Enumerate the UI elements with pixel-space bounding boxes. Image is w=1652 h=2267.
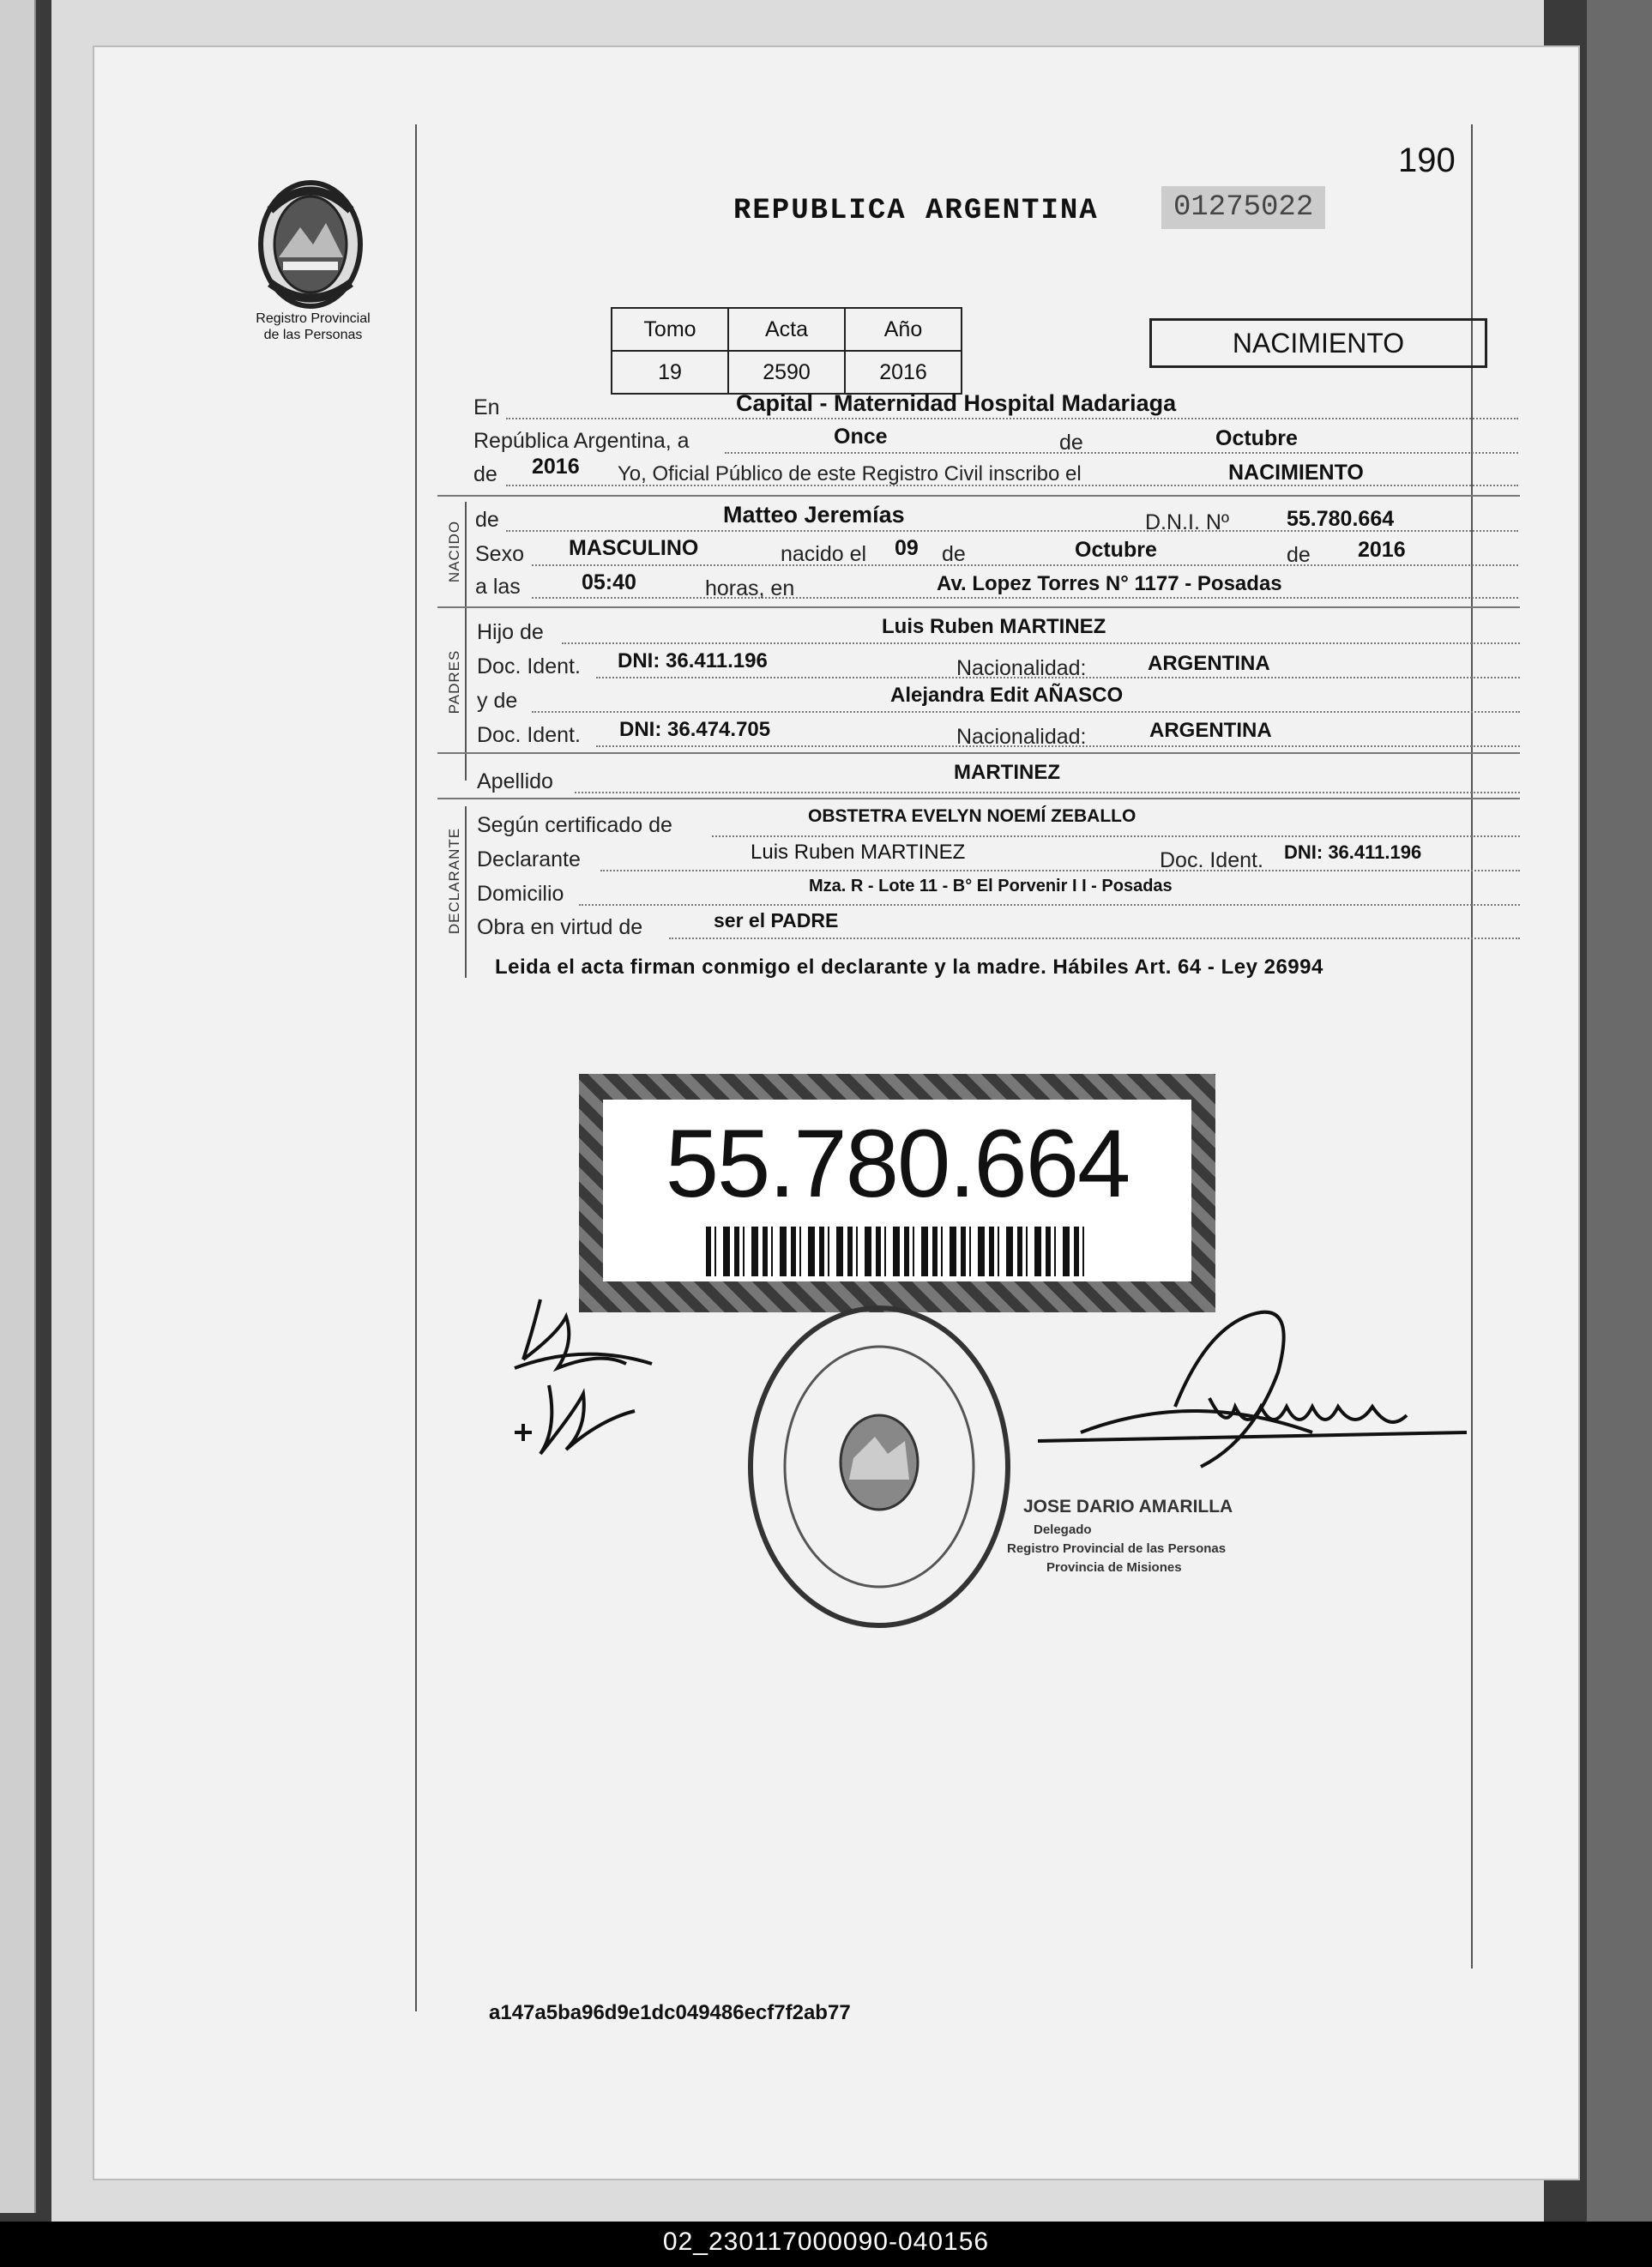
alas-label: a las xyxy=(475,575,521,599)
declarante-side-label: DECLARANTE xyxy=(446,827,462,935)
declarante-value: Luis Ruben MARTINEZ xyxy=(751,841,966,864)
dotted-line xyxy=(532,711,1520,713)
file-caption: 02_230117000090-040156 xyxy=(662,2228,990,2256)
y-de-label: y de xyxy=(477,689,518,713)
document-hash: a147a5ba96d9e1dc049486ecf7f2ab77 xyxy=(489,2001,851,2024)
mother-name-value: Alejandra Edit AÑASCO xyxy=(890,684,1124,707)
declarante-label: Declarante xyxy=(477,847,581,871)
de-label-3: de xyxy=(942,542,966,566)
registry-caption xyxy=(214,311,412,343)
birth-time-value: 05:40 xyxy=(582,570,636,594)
dotted-line xyxy=(532,564,1518,566)
table-value-acta: 2590 xyxy=(728,351,845,394)
barcode-bars xyxy=(706,1227,1088,1276)
republica-label: República Argentina, a xyxy=(473,429,690,453)
de-label-4: de xyxy=(1287,543,1311,567)
provincial-emblem-icon xyxy=(253,176,369,309)
section-separator xyxy=(437,798,1520,799)
adjacent-page-edge xyxy=(0,0,36,2213)
registry-caption-line2: de las Personas xyxy=(263,328,363,342)
mother-doc-value: DNI: 36.474.705 xyxy=(619,718,771,741)
left-margin-rule xyxy=(415,124,417,2011)
official-signature-icon xyxy=(952,1304,1484,1501)
nacido-side-label: NACIDO xyxy=(446,520,462,583)
apellido-value: MARTINEZ xyxy=(954,761,1060,784)
declarant-signature-icon xyxy=(506,1282,678,1471)
father-doc-label: Doc. Ident. xyxy=(477,654,581,678)
certificado-value: OBSTETRA EVELYN NOEMÍ ZEBALLO xyxy=(808,806,1137,826)
table-value-ano: 2016 xyxy=(845,351,962,394)
child-dni-value: 55.780.664 xyxy=(1287,507,1395,531)
binder-edge xyxy=(1587,0,1652,2222)
section-separator xyxy=(437,495,1520,497)
dotted-line xyxy=(579,904,1520,906)
mother-doc-label: Doc. Ident. xyxy=(477,723,581,747)
de-label-2: de xyxy=(473,462,497,486)
section-bracket xyxy=(465,613,467,781)
closing-note: Leida el acta firman conmigo el declarante y la madre. Hábiles Art. 64 - Ley 26994 xyxy=(495,956,1323,979)
table-header-acta: Acta xyxy=(728,308,845,351)
document-title: REPUBLICA ARGENTINA xyxy=(733,195,1099,227)
year-value: 2016 xyxy=(532,455,580,479)
section-separator xyxy=(437,752,1520,754)
section-separator xyxy=(437,606,1520,608)
dotted-line xyxy=(712,835,1520,837)
section-bracket xyxy=(465,806,467,978)
dotted-line xyxy=(669,938,1520,939)
oficial-text: Yo, Oficial Público de este Registro Civil inscribo el xyxy=(618,462,1082,485)
dotted-line xyxy=(532,597,1518,599)
obra-value: ser el PADRE xyxy=(714,909,839,932)
barcode-number: 55.780.664 xyxy=(665,1110,1130,1217)
birth-place-value: Av. Lopez Torres N° 1177 - Posadas xyxy=(937,572,1282,595)
declarante-doc-label: Doc. Ident. xyxy=(1160,848,1263,872)
table-value-tomo: 19 xyxy=(612,351,728,394)
birth-month-value: Octubre xyxy=(1075,538,1157,562)
barcode-inner xyxy=(603,1100,1191,1281)
dotted-line xyxy=(562,642,1520,644)
father-nac-label: Nacionalidad: xyxy=(956,656,1087,680)
dotted-line xyxy=(600,870,1520,871)
dotted-line xyxy=(575,792,1520,793)
apellido-label: Apellido xyxy=(477,769,553,793)
padres-side-label: PADRES xyxy=(446,649,462,714)
dotted-line xyxy=(725,452,1518,454)
father-name-value: Luis Ruben MARTINEZ xyxy=(882,615,1106,638)
page-number: 190 xyxy=(1398,142,1456,179)
month-value: Octubre xyxy=(1215,426,1298,450)
nacido-el-label: nacido el xyxy=(781,542,867,566)
birth-certificate-page xyxy=(94,47,1578,2179)
dni-label: D.N.I. Nº xyxy=(1145,510,1230,534)
official-title: Delegado xyxy=(1034,1522,1092,1537)
mother-nacionalidad-value: ARGENTINA xyxy=(1149,719,1272,742)
official-name: JOSE DARIO AMARILLA xyxy=(1023,1497,1233,1516)
serial-number: 01275022 xyxy=(1161,186,1325,229)
place-value: Capital - Maternidad Hospital Madariaga xyxy=(736,390,1177,416)
obra-label: Obra en virtud de xyxy=(477,915,643,939)
certificado-label: Según certificado de xyxy=(477,813,672,837)
mother-nac-label: Nacionalidad: xyxy=(956,725,1087,749)
dotted-line xyxy=(506,418,1518,419)
child-name-value: Matteo Jeremías xyxy=(723,502,905,528)
nacido-de-label: de xyxy=(475,508,499,532)
father-doc-value: DNI: 36.411.196 xyxy=(618,649,768,672)
domicilio-value: Mza. R - Lote 11 - B° El Porvenir I I - Posadas xyxy=(809,877,1173,895)
birth-day-value: 09 xyxy=(895,536,919,560)
tomo-acta-ano-table xyxy=(611,307,962,395)
inscribe-value: NACIMIENTO xyxy=(1228,461,1364,485)
registry-caption-line1: Registro Provincial xyxy=(256,311,371,326)
sexo-label: Sexo xyxy=(475,542,524,566)
day-word-value: Once xyxy=(834,425,888,449)
birth-year-value: 2016 xyxy=(1358,538,1406,562)
table-header-ano: Año xyxy=(845,308,962,351)
de-label: de xyxy=(1059,431,1083,455)
domicilio-label: Domicilio xyxy=(477,882,564,906)
declarante-doc-value: DNI: 36.411.196 xyxy=(1284,841,1422,863)
official-registry: Registro Provincial de las Personas xyxy=(1007,1541,1227,1556)
sexo-value: MASCULINO xyxy=(569,536,699,560)
table-header-tomo: Tomo xyxy=(612,308,728,351)
horas-en-label: horas, en xyxy=(705,576,795,600)
record-type-box: NACIMIENTO xyxy=(1149,318,1487,368)
section-bracket xyxy=(465,502,467,630)
dni-barcode-label xyxy=(579,1074,1215,1312)
father-nacionalidad-value: ARGENTINA xyxy=(1148,652,1270,675)
en-label: En xyxy=(473,395,500,419)
official-province: Provincia de Misiones xyxy=(1046,1560,1182,1575)
right-margin-rule xyxy=(1471,124,1473,1969)
hijo-de-label: Hijo de xyxy=(477,620,544,644)
